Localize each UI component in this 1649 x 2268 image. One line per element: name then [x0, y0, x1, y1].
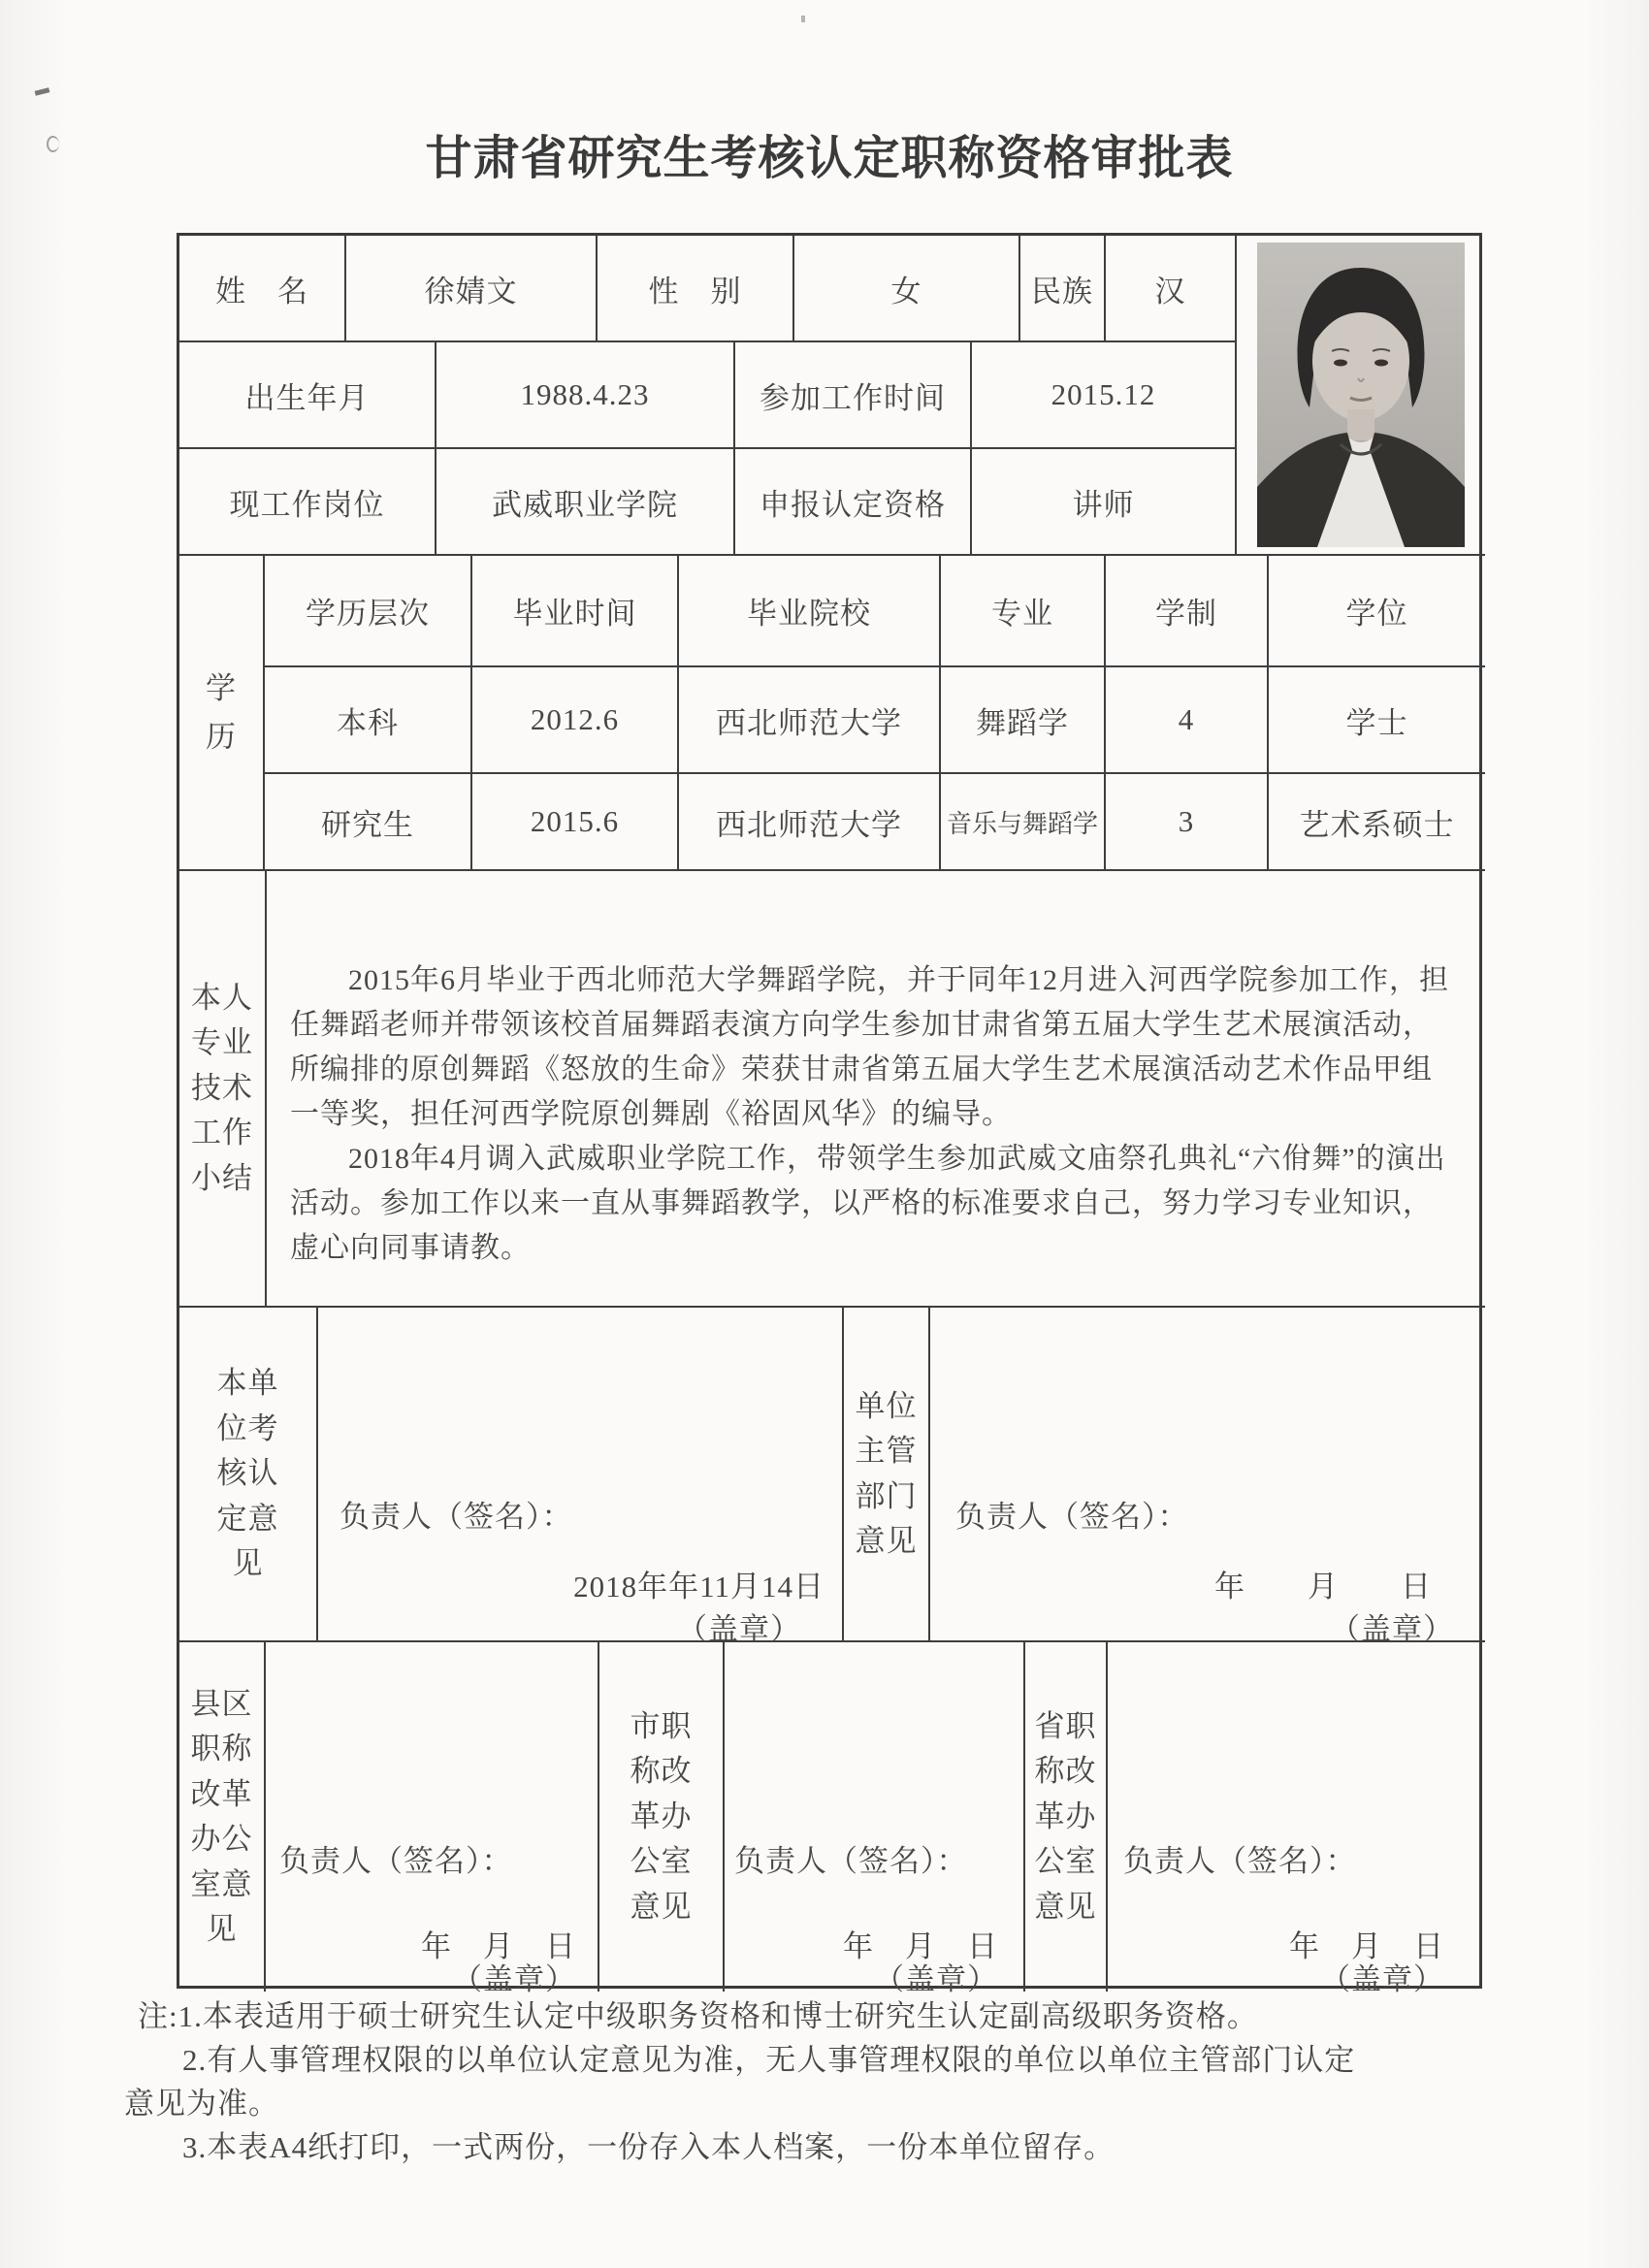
city-signer-line: 负责人（签名）：: [734, 1844, 968, 1878]
unit-opinion-content: [318, 1308, 844, 1646]
edu-header-grad-time: 毕业时间: [472, 556, 679, 667]
footnote-line: 3.本表A4纸打印，一式两份，一份存入本人档案，一份本单位留存。: [182, 2130, 1116, 2164]
edu-row-cell: 本科: [265, 667, 472, 774]
name-value: 徐婧文: [346, 236, 598, 342]
edu-row-cell: 研究生: [265, 774, 472, 871]
gender-label: 性 别: [598, 236, 794, 342]
edu-header-level: 学历层次: [265, 556, 472, 667]
county-signer-line: 负责人（签名）：: [279, 1844, 513, 1878]
summary-side-label: 本人专业技术工作小结: [179, 871, 267, 1308]
province-opinion-label: 省职称改革办公室意见: [1025, 1642, 1108, 1992]
edu-row-cell: 2012.6: [472, 667, 679, 774]
neck: [1347, 409, 1374, 440]
edu-row-cell: 音乐与舞蹈学: [941, 774, 1106, 871]
portrait-photo: [1257, 243, 1465, 547]
summary-paragraph: 2015年6月毕业于西北师范大学舞蹈学院，并于同年12月进入河西学院参加工作，担任舞蹈老师并带领该校首届舞蹈表演方向学生参加甘肃省第五届大学生艺术展演活动，所编排的原创舞蹈《怒放的生命》荣获甘肃省第五届大学生艺术展演活动艺术作品甲组一等奖，担任河西学院原创舞剧《裕固风华》的编导。: [290, 964, 1449, 1130]
scan-artifact: [801, 16, 805, 22]
unit-seal-label: （盖章）: [677, 1612, 801, 1646]
city-date: 年 月 日: [843, 1929, 998, 1963]
position-label: 现工作岗位: [179, 449, 436, 556]
birth-value: 1988.4.23: [436, 342, 735, 449]
birth-label: 出生年月: [179, 342, 436, 449]
summary-paragraph: 2018年4月调入武威职业学院工作，带领学生参加武威文庙祭孔典礼“六佾舞”的演出活动。参加工作以来一直从事舞蹈教学，以严格的标准要求自己，努力学习专业知识，虚心向同事请教。: [290, 1143, 1446, 1264]
dept-seal-label: （盖章）: [1330, 1612, 1454, 1646]
portrait-photo-cell: [1237, 236, 1485, 556]
right-eye: [1374, 360, 1388, 367]
qualification-value: 讲师: [972, 449, 1237, 556]
footnotes: [124, 1994, 1531, 2169]
edu-header-degree: 学位: [1269, 556, 1485, 667]
form-title: 甘肃省研究生考核认定职称资格审批表: [425, 133, 1234, 184]
dept-signer-line: 负责人（签名）：: [955, 1500, 1189, 1534]
edu-header-school: 毕业院校: [679, 556, 941, 667]
scan-artifact: [35, 87, 50, 95]
province-seal-label: （盖章）: [1320, 1962, 1444, 1996]
county-seal-label: （盖章）: [452, 1962, 576, 1996]
edu-row-cell: 3: [1106, 774, 1269, 871]
edu-row-cell: 艺术系硕士: [1269, 774, 1485, 871]
work-start-value: 2015.12: [972, 342, 1237, 449]
name-label: 姓 名: [179, 236, 346, 342]
gender-value: 女: [794, 236, 1020, 342]
city-seal-label: （盖章）: [874, 1962, 998, 1996]
scan-artifact: [47, 136, 59, 152]
approval-form-table: [177, 233, 1482, 1996]
dept-opinion-content: [930, 1308, 1485, 1646]
edu-row-cell: 学士: [1269, 667, 1485, 774]
edu-row-cell: 西北师范大学: [679, 774, 941, 871]
edu-header-duration: 学制: [1106, 556, 1269, 667]
unit-opinion-label: 本单位考核认定意见: [179, 1308, 318, 1642]
edu-row-cell: 2015.6: [472, 774, 679, 871]
summary-content: [267, 871, 1485, 1308]
footnote-line: 2.有人事管理权限的以单位认定意见为准，无人事管理权限的单位以单位主管部门认定: [182, 2043, 1356, 2077]
ethnicity-label: 民族: [1020, 236, 1106, 342]
edu-row-cell: 舞蹈学: [941, 667, 1106, 774]
county-date: 年 月 日: [421, 1929, 576, 1963]
dept-date: 年 月 日: [1214, 1570, 1432, 1604]
edu-row-cell: 4: [1106, 667, 1269, 774]
county-opinion-label: 县区职称改革办公室意见: [179, 1642, 266, 1992]
work-start-label: 参加工作时间: [735, 342, 972, 449]
position-value: 武威职业学院: [436, 449, 735, 556]
unit-signer-line: 负责人（签名）：: [340, 1500, 573, 1534]
unit-date: 2018年年11月14日: [573, 1570, 824, 1604]
edu-header-major: 专业: [941, 556, 1106, 667]
city-opinion-content: [725, 1642, 1025, 1996]
left-eye: [1334, 360, 1347, 367]
province-date: 年 月 日: [1289, 1929, 1444, 1963]
education-side-label: 学历: [179, 556, 265, 871]
city-opinion-label: 市职称改革办公室意见: [599, 1642, 725, 1992]
county-opinion-content: [266, 1642, 599, 1996]
province-opinion-content: [1108, 1642, 1485, 1996]
ethnicity-value: 汉: [1106, 236, 1237, 342]
footnote-line: 注:1.本表适用于硕士研究生认定中级职务资格和博士研究生认定副高级职务资格。: [138, 1999, 1258, 2033]
edu-row-cell: 西北师范大学: [679, 667, 941, 774]
footnote-line: 意见为准。: [124, 2087, 279, 2121]
dept-opinion-label: 单位主管部门意见: [844, 1308, 930, 1642]
qualification-label: 申报认定资格: [735, 449, 972, 556]
province-signer-line: 负责人（签名）：: [1123, 1844, 1357, 1878]
